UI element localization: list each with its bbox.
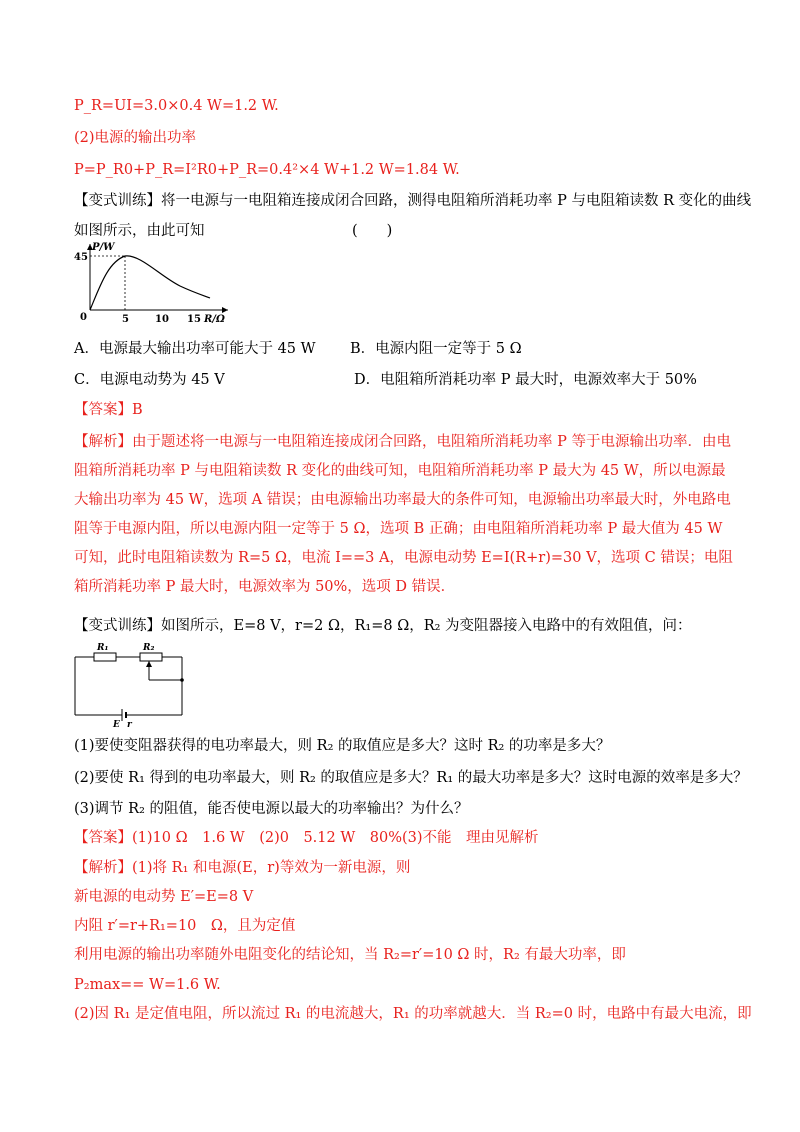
analysis-line: P₂max== W=1.6 W. [74, 977, 221, 993]
option-c: C．电源电动势为 45 V [74, 372, 225, 388]
analysis-line: 内阻 r′=r+R₁=10 Ω，且为定值 [74, 918, 296, 934]
y-tick-label: 45 [74, 252, 88, 263]
question-text: 【变式训练】如图所示，E=8 V，r=2 Ω，R₁=8 Ω，R₂ 为变阻器接入电路中的有效阻值，问： [74, 618, 692, 634]
question-part: (2)要使 R₁ 得到的电功率最大，则 R₂ 的取值应是多大？R₁ 的最大功率是多大？这时电源的效率是多大？ [74, 770, 748, 786]
option-d: D．电阻箱所消耗功率 P 最大时，电源效率大于 50% [354, 372, 697, 388]
question-text: 【变式训练】将一电源与一电阻箱连接成闭合回路，测得电阻箱所消耗功率 P 与电阻箱读数 R 变化的曲线 [74, 193, 752, 209]
question-part: (1)要使变阻器获得的电功率最大，则 R₂ 的取值应是多大？这时 R₂ 的功率是多大？ [74, 738, 611, 754]
option-a: A．电源最大输出功率可能大于 45 W [74, 341, 316, 357]
r2-label: R₂ [143, 643, 155, 653]
analysis-line: 利用电源的输出功率随外电阻变化的结论知，当 R₂=r′=10 Ω 时，R₂ 有最大功率，即 [74, 947, 626, 963]
x-axis-label: R/Ω [204, 314, 225, 325]
analysis-line: 【解析】(1)将 R₁ 和电源(E，r)等效为一新电源，则 [74, 860, 411, 876]
text-line: (2)电源的输出功率 [74, 130, 197, 146]
analysis-paragraph: 【解析】由于题述将一电源与一电阻箱连接成闭合回路，电阻箱所消耗功率 P 等于电源输出功率．由电阻箱所消耗功率 P 与电阻箱读数 R 变化的曲线可知，电阻箱所消耗功率 P 最大为 45 W，所以电源最大输出功率为 45 W，选项 A 错误；由电源输出功率最大的条件可知，电源输出功率最大时，外电路电阻等于电源内阻，所以电源内阻一定等于 5 Ω，选项 B 正确；由电阻箱所消耗功率 P 最大值为 45 W 可知，此时电阻箱读数为 R=5 Ω，电流 I==3 A，电源电动势 E=I(R+r)=30 V，选项 C 错误；电阻箱所消耗功率 P 最大时，电源效率为 50%，选项 D 错误． [74, 434, 733, 595]
question-part: (3)调节 R₂ 的阻值，能否使电源以最大的功率输出？为什么？ [74, 801, 469, 817]
r1-label: R₁ [97, 643, 109, 653]
text-line: P=P_R0+P_R=I²R0+P_R=0.4²×4 W+1.2 W=1.84 W. [74, 162, 460, 178]
x-tick-label: 5 [122, 314, 129, 325]
analysis-line: 新电源的电动势 E′=E=8 V [74, 889, 254, 905]
answer-label: 【答案】B [74, 402, 143, 418]
circuit-diagram [70, 640, 190, 728]
question-text: 如图所示，由此可知 [74, 223, 205, 239]
resistor-r1 [94, 653, 116, 661]
origin-label: 0 [80, 312, 87, 323]
option-b: B．电源内阻一定等于 5 Ω [350, 341, 522, 357]
x-tick-label: 10 [155, 314, 169, 325]
emf-label: E [113, 720, 120, 728]
y-axis-label: P/W [92, 242, 115, 253]
rheostat-r2 [140, 653, 162, 661]
x-tick-label: 15 [187, 314, 201, 325]
answer-blank: ( ) [352, 223, 393, 239]
analysis-line: (2)因 R₁ 是定值电阻，所以流过 R₁ 的电流越大，R₁ 的功率就越大．当 R₂=0 时，电路中有最大电流，即 [74, 1006, 752, 1022]
text-line: P_R=UI=3.0×0.4 W=1.2 W. [74, 98, 279, 114]
power-resistance-graph [70, 238, 240, 328]
answer-label: 【答案】(1)10 Ω 1.6 W (2)0 5.12 W 80%(3)不能 理由见解析 [74, 830, 539, 846]
internal-resistance-label: r [127, 720, 132, 728]
